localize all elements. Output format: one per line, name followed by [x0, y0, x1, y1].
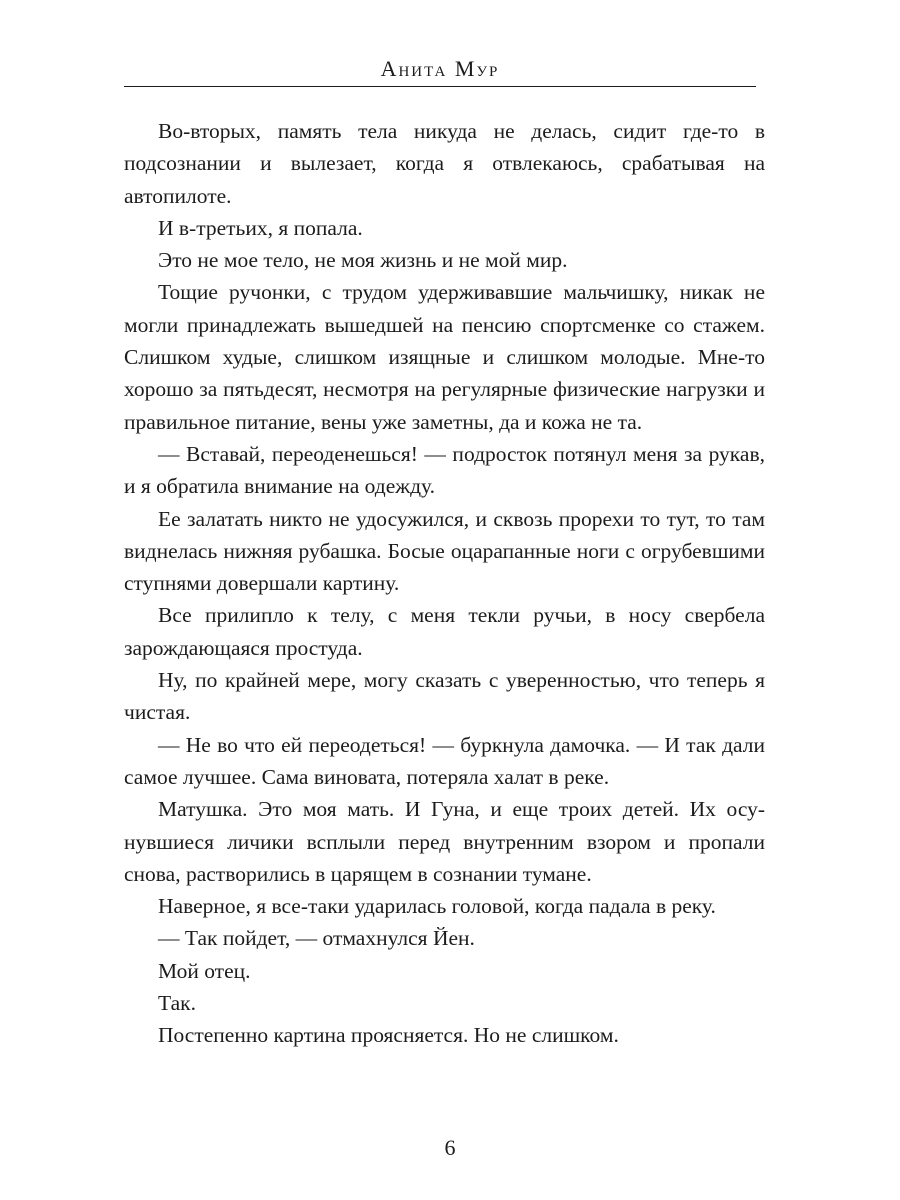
paragraph: — Так пойдет, — отмахнулся Йен.	[158, 926, 475, 951]
paragraph: И в-третьих, я попала.	[158, 215, 363, 240]
paragraph: Это не мое тело, не моя жизнь и не мой мир.	[158, 248, 568, 273]
header-rule	[124, 86, 756, 87]
paragraph: Ну, по крайней мере, могу сказать с уверенностью, что теперь я чистая.	[124, 668, 765, 725]
paragraph: — Не во что ей переодеться! — буркнула дамочка. — И так дали самое лучшее. Сама виновата, потеряла халат в реке.	[124, 732, 765, 789]
paragraph: — Вставай, переоденешься! — подросток потянул меня за рукав, и я обратила внимание на одежду.	[124, 441, 765, 499]
page-number: 6	[444, 1135, 456, 1160]
paragraph: Постепенно картина проясняется. Но не слишком.	[158, 1023, 619, 1048]
paragraph: Наверное, я все-таки ударилась головой, когда падала в реку.	[158, 894, 716, 919]
paragraph: Все прилипло к телу, с меня текли ручьи, в носу свербела зарождающаяся простуда.	[124, 603, 765, 660]
paragraph: Матушка. Это моя мать. И Гуна, и еще троих детей. Их осунувшиеся личики всплыли перед внутренним взором и пропали снова, растворились в царящем в сознании тумане.	[124, 797, 765, 886]
paragraph: Ее залатать никто не удосужился, и сквозь прорехи то тут, то там виднелась нижняя рубашка. Босые оцарапанные ноги с огрубевшими ступнями довершали картину.	[124, 506, 765, 596]
paragraph: Мой отец.	[158, 958, 251, 983]
body-text	[124, 115, 765, 1052]
paragraph: Так.	[158, 991, 196, 1016]
paragraph: Тощие ручонки, с трудом удерживавшие мальчишку, никак не могли принадлежать вышедшей на пенсию спортсменке со стажем. Слишком худые, слишком изящные и слишком молодые. Мне-то хорошо за пятьдесят, несмотря на регулярные физические нагрузки и правильное питание, вены уже заметны, да и кожа не та.	[124, 280, 765, 434]
paragraph: Во-вторых, память тела никуда не делась, сидит где-то в подсознании и вылезает, когда я отвлекаюсь, срабатывая на автопилоте.	[124, 119, 765, 208]
running-head-author: Анита Мур	[380, 56, 500, 81]
